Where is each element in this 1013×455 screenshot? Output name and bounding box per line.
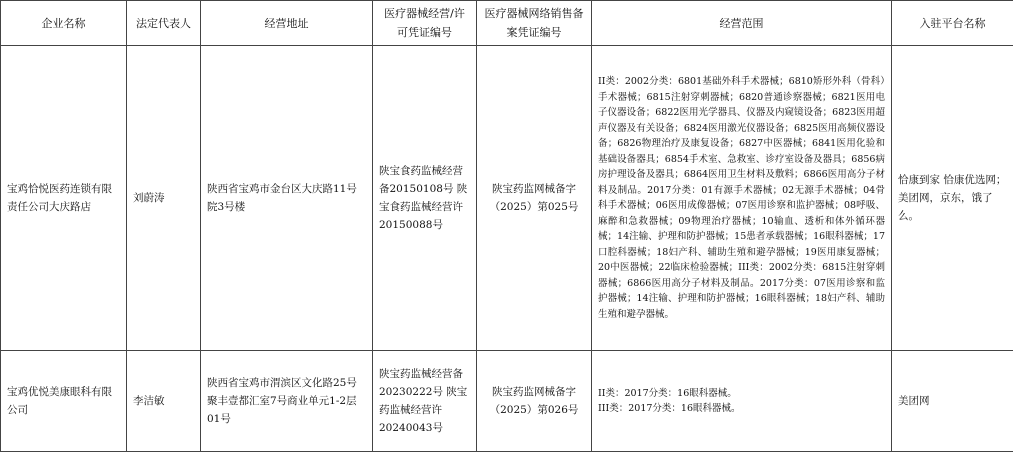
header-scope: 经营范围 bbox=[592, 1, 892, 46]
header-platform: 入驻平台名称 bbox=[892, 1, 1013, 46]
scope-line: III类：2017分类：16眼科器械。 bbox=[598, 403, 741, 414]
platform-name: 恰康到家 恰康优选网；美团网，京东，饿了么。 bbox=[892, 46, 1013, 351]
license-number: 陕宝药监械经营备20230222号 陕宝药监械经营许20240043号 bbox=[373, 351, 477, 452]
company-name: 宝鸡恰悦医药连锁有限责任公司大庆路店 bbox=[1, 46, 127, 351]
table-row bbox=[1, 351, 1013, 452]
license-number: 陕宝食药监械经营备20150108号 陕宝食药监械经营许20150088号 bbox=[373, 46, 477, 351]
legal-representative: 刘蔚涛 bbox=[127, 46, 201, 351]
platform-name: 美团网 bbox=[892, 351, 1013, 452]
company-name: 宝鸡优悦美康眼科有限公司 bbox=[1, 351, 127, 452]
online-record-number: 陕宝药监网械备字（2025）第026号 bbox=[477, 351, 592, 452]
header-license: 医疗器械经营/许可凭证编号 bbox=[373, 1, 477, 46]
business-address: 陕西省宝鸡市金台区大庆路11号院3号楼 bbox=[201, 46, 373, 351]
header-online: 医疗器械网络销售备案凭证编号 bbox=[477, 1, 592, 46]
online-record-number: 陕宝药监网械备字（2025）第025号 bbox=[477, 46, 592, 351]
header-rep: 法定代表人 bbox=[127, 1, 201, 46]
scope-line: II类：2017分类：16眼科器械。 bbox=[598, 387, 737, 399]
legal-representative: 李洁敏 bbox=[127, 351, 201, 452]
business-scope bbox=[592, 351, 892, 452]
table-row bbox=[1, 46, 1013, 351]
header-address: 经营地址 bbox=[201, 1, 373, 46]
header-row bbox=[1, 1, 1013, 46]
business-scope: II类：2002分类：6801基础外科手术器械；6810矫形外科（骨科）手术器械；6815注射穿刺器械；6820普通诊察器械；6821医用电子仪器设备；6822医用光学器具、仪器及内窥镜设备；6823医用超声仪器及有关设备；6824医用激光仪器设备；6825医用高频仪器设备；6826物理治疗及康复设备；6827中医器械；6841医用化验和基础设备器具；6854手术室、急救室、诊疗室设备及器具；6856病房护理设备及器具；6864医用卫生材料及敷料；6866医用高分子材料及制品。2017分类：01有源手术器械；02无源手术器械；04骨科手术器械；06医用成像器械；07医用诊察和监护器械；08呼吸、麻醉和急救器械；09物理治疗器械；10输血、透析和体外循环器械；14注输、护理和防护器械；15患者承载器械；16眼科器械；17口腔科器械；18妇产科、辅助生殖和避孕器械；19医用康复器械；20中医器械；22临床检验器械；III类：2002分类：6815注射穿刺器械；6866医用高分子材料及制品。2017分类：07医用诊察和监护器械；14注输、护理和防护器械；16眼科器械；18妇产科、辅助生殖和避孕器械。 bbox=[592, 46, 892, 351]
header-company: 企业名称 bbox=[1, 1, 127, 46]
business-address: 陕西省宝鸡市渭滨区文化路25号聚丰壹都汇室7号商业单元1-2层01号 bbox=[201, 351, 373, 452]
